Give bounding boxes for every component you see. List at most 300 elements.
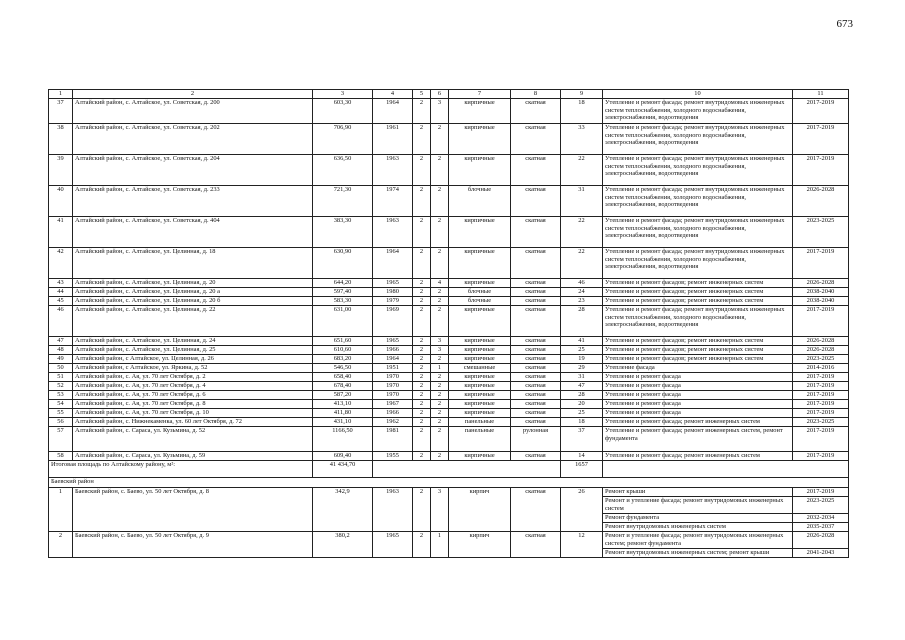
residents-cell: 24 [561,287,603,296]
area-cell: 631,00 [313,305,373,336]
area-cell: 644,20 [313,278,373,287]
row-number: 40 [49,185,73,216]
year-cell: 1979 [373,296,413,305]
table-row [49,154,849,185]
period-cell: 2017-2019 [793,451,849,460]
row-number: 48 [49,345,73,354]
residents-cell: 26 [561,487,603,531]
period-cell: 2017-2019 [793,247,849,278]
roof-type-cell: скатная [511,451,561,460]
period-cell: 2017-2019 [793,98,849,123]
wall-material-cell: смешанные [449,363,511,372]
entrances-cell: 2 [431,287,449,296]
year-cell: 1962 [373,417,413,426]
row-number: 53 [49,390,73,399]
address-cell: Алтайский район, с. Ая, ул. 70 лет Октября, д. 10 [73,408,313,417]
year-cell: 1974 [373,185,413,216]
area-cell: 342,9 [313,487,373,531]
work-type-cell: Ремонт внутридомовых инженерных систем; ремонт крыши [603,548,793,557]
residents-cell: 28 [561,390,603,399]
wall-material-cell: панельные [449,426,511,451]
period-cell: 2017-2019 [793,426,849,451]
work-type-cell: Утепление и ремонт фасада; ремонт внутридомовых инженерных систем теплоснабжения, холодного водоснабжения, электроснабжения, водоотведения [603,154,793,185]
period-cell: 2023-2025 [793,216,849,247]
floors-cell: 2 [413,98,431,123]
row-number: 56 [49,417,73,426]
wall-material-cell: блочные [449,185,511,216]
residents-cell: 41 [561,336,603,345]
residents-cell: 18 [561,417,603,426]
entrances-cell: 3 [431,336,449,345]
year-cell: 1955 [373,451,413,460]
address-cell: Алтайский район, с. Алтайское, ул. Советская, д. 404 [73,216,313,247]
period-cell: 2017-2019 [793,399,849,408]
period-cell: 2026-2028 [793,336,849,345]
area-cell: 706,90 [313,123,373,154]
residents-cell: 20 [561,399,603,408]
entrances-cell: 2 [431,123,449,154]
period-cell: 2026-2028 [793,345,849,354]
wall-material-cell: панельные [449,417,511,426]
row-number: 41 [49,216,73,247]
work-type-cell: Утепление и ремонт фасадов; ремонт инженерных систем [603,345,793,354]
address-cell: Алтайский район, с. Ая, ул. 70 лет Октября, д. 2 [73,372,313,381]
table-row [49,305,849,336]
period-cell: 2026-2028 [793,185,849,216]
roof-type-cell: скатная [511,336,561,345]
roof-type-cell: скатная [511,381,561,390]
area-cell: 380,2 [313,531,373,557]
year-cell: 1965 [373,336,413,345]
column-number-cell: 7 [449,90,511,99]
address-cell: Алтайский район, с. Нижнекаменка, ул. 60 лет Октября, д. 72 [73,417,313,426]
residents-cell: 31 [561,185,603,216]
area-cell: 603,30 [313,98,373,123]
roof-type-cell: скатная [511,390,561,399]
entrances-cell: 2 [431,305,449,336]
wall-material-cell: кирпичные [449,154,511,185]
wall-material-cell: блочные [449,287,511,296]
entrances-cell: 2 [431,154,449,185]
column-number-cell: 8 [511,90,561,99]
total-residents: 1657 [561,460,603,477]
period-cell: 2023-2025 [793,496,849,513]
period-cell: 2038-2040 [793,287,849,296]
floors-cell: 2 [413,345,431,354]
year-cell: 1970 [373,372,413,381]
period-cell: 2017-2019 [793,372,849,381]
floors-cell: 2 [413,426,431,451]
residents-cell: 23 [561,296,603,305]
floors-cell: 2 [413,278,431,287]
wall-material-cell: кирпичные [449,399,511,408]
work-type-cell: Ремонт внутридомовых инженерных систем [603,522,793,531]
year-cell: 1963 [373,487,413,531]
empty-cell [373,460,561,477]
roof-type-cell: скатная [511,247,561,278]
area-cell: 630,90 [313,247,373,278]
period-cell: 2041-2043 [793,548,849,557]
roof-type-cell: скатная [511,185,561,216]
roof-type-cell: скатная [511,278,561,287]
floors-cell: 2 [413,216,431,247]
entrances-cell: 2 [431,216,449,247]
residents-cell: 22 [561,247,603,278]
wall-material-cell: кирпичные [449,345,511,354]
address-cell: Алтайский район, с. Ая, ул. 70 лет Октября, д. 8 [73,399,313,408]
residents-cell: 25 [561,345,603,354]
work-type-cell: Утепление и ремонт фасадов; ремонт инженерных систем [603,336,793,345]
housing-repair-table [48,89,849,558]
entrances-cell: 3 [431,487,449,531]
area-cell: 609,40 [313,451,373,460]
floors-cell: 2 [413,531,431,557]
year-cell: 1966 [373,345,413,354]
work-type-cell: Утепление и ремонт фасада; ремонт внутридомовых инженерных систем теплоснабжения, холодного водоснабжения, электроснабжения, водоотведения [603,185,793,216]
wall-material-cell: блочные [449,296,511,305]
address-cell: Алтайский район, с. Ая, ул. 70 лет Октября, д. 6 [73,390,313,399]
year-cell: 1967 [373,399,413,408]
wall-material-cell: кирпич [449,487,511,531]
floors-cell: 2 [413,354,431,363]
row-number: 37 [49,98,73,123]
row-number: 42 [49,247,73,278]
period-cell: 2017-2019 [793,487,849,496]
row-number: 47 [49,336,73,345]
table-row [49,417,849,426]
area-cell: 658,40 [313,372,373,381]
address-cell: Алтайский район, с Алтайское, ул. Целинная, д. 26 [73,354,313,363]
wall-material-cell: кирпичные [449,278,511,287]
floors-cell: 2 [413,417,431,426]
period-cell: 2023-2025 [793,354,849,363]
table-row [49,247,849,278]
address-cell: Алтайский район, с. Сараса, ул. Кузьмина, д. 52 [73,426,313,451]
floors-cell: 2 [413,247,431,278]
entrances-cell: 2 [431,390,449,399]
entrances-cell: 2 [431,354,449,363]
area-cell: 636,50 [313,154,373,185]
entrances-cell: 4 [431,278,449,287]
table-row [49,98,849,123]
entrances-cell: 3 [431,345,449,354]
row-number: 45 [49,296,73,305]
address-cell: Алтайский район, с. Алтайское, ул. Советская, д. 233 [73,185,313,216]
floors-cell: 2 [413,305,431,336]
roof-type-cell: скатная [511,216,561,247]
residents-cell: 46 [561,278,603,287]
floors-cell: 2 [413,487,431,531]
work-type-cell: Утепление и ремонт фасада; ремонт инженерных систем, ремонт фундамента [603,426,793,451]
residents-cell: 31 [561,372,603,381]
entrances-cell: 1 [431,363,449,372]
year-cell: 1965 [373,531,413,557]
row-number: 2 [49,531,73,557]
table-row [49,278,849,287]
area-cell: 651,60 [313,336,373,345]
column-number-cell: 9 [561,90,603,99]
row-number: 54 [49,399,73,408]
address-cell: Алтайский район, с. Сараса, ул. Кузьмина, д. 59 [73,451,313,460]
address-cell: Алтайский район, с. Ая, ул. 70 лет Октября, д. 4 [73,381,313,390]
column-number-cell: 3 [313,90,373,99]
address-cell: Алтайский район, с. Алтайское, ул. Целинная, д. 18 [73,247,313,278]
roof-type-cell: скатная [511,531,561,557]
roof-type-cell: скатная [511,98,561,123]
roof-type-cell: скатная [511,372,561,381]
area-cell: 413,10 [313,399,373,408]
empty-cell [603,460,849,477]
floors-cell: 2 [413,287,431,296]
total-area: 41 434,70 [313,460,373,477]
year-cell: 1963 [373,216,413,247]
period-cell: 2023-2025 [793,417,849,426]
address-cell: Алтайский район, с. Алтайское, ул. Целинная, д. 22 [73,305,313,336]
roof-type-cell: скатная [511,296,561,305]
area-cell: 546,50 [313,363,373,372]
column-number-cell: 5 [413,90,431,99]
total-label: Итоговая площадь по Алтайскому району, м²: [49,460,313,477]
wall-material-cell: кирпичные [449,98,511,123]
entrances-cell: 2 [431,381,449,390]
year-cell: 1970 [373,390,413,399]
table-row [49,487,849,496]
area-cell: 1166,50 [313,426,373,451]
address-cell: Алтайский район, с. Алтайское, ул. Целинная, д. 24 [73,336,313,345]
wall-material-cell: кирпичные [449,354,511,363]
address-cell: Алтайский район, с. Алтайское, ул. Целинная, д. 20 б [73,296,313,305]
row-number: 46 [49,305,73,336]
period-cell: 2026-2028 [793,278,849,287]
table-row [49,336,849,345]
entrances-cell: 2 [431,399,449,408]
period-cell: 2017-2019 [793,390,849,399]
roof-type-cell: скатная [511,123,561,154]
entrances-cell: 2 [431,417,449,426]
page-number: 673 [836,18,853,30]
residents-cell: 28 [561,305,603,336]
table-row [49,354,849,363]
roof-type-cell: скатная [511,154,561,185]
work-type-cell: Утепление и ремонт фасада; ремонт внутридомовых инженерных систем теплоснабжения, холодного водоснабжения, электроснабжения, водоотведения [603,247,793,278]
work-type-cell: Утепление и ремонт фасада [603,381,793,390]
address-cell: Алтайский район, с. Алтайское, ул. Советская, д. 200 [73,98,313,123]
floors-cell: 2 [413,451,431,460]
table-row [49,399,849,408]
residents-cell: 22 [561,154,603,185]
row-number: 39 [49,154,73,185]
area-cell: 721,30 [313,185,373,216]
roof-type-cell: скатная [511,287,561,296]
wall-material-cell: кирпич [449,531,511,557]
floors-cell: 2 [413,296,431,305]
row-number: 58 [49,451,73,460]
address-cell: Алтайский район, с. Алтайское, ул. Советская, д. 202 [73,123,313,154]
work-type-cell: Ремонт и утепление фасада; ремонт внутридомовых инженерных систем; ремонт фундамента [603,531,793,548]
work-type-cell: Ремонт фундамента [603,513,793,522]
period-cell: 2032-2034 [793,513,849,522]
work-type-cell: Утепление и ремонт фасада [603,399,793,408]
work-type-cell: Утепление и ремонт фасада; ремонт внутридомовых инженерных систем теплоснабжения, холодного водоснабжения, электроснабжения, водоотведения [603,123,793,154]
roof-type-cell: рулонная [511,426,561,451]
year-cell: 1969 [373,305,413,336]
wall-material-cell: кирпичные [449,123,511,154]
table-row [49,123,849,154]
work-type-cell: Утепление и ремонт фасада [603,408,793,417]
residents-cell: 37 [561,426,603,451]
floors-cell: 2 [413,185,431,216]
work-type-cell: Утепление и ремонт фасада; ремонт внутридомовых инженерных систем теплоснабжения, холодного водоснабжения, электроснабжения, водоотведения [603,216,793,247]
roof-type-cell: скатная [511,363,561,372]
period-cell: 2038-2040 [793,296,849,305]
row-number: 52 [49,381,73,390]
year-cell: 1963 [373,154,413,185]
table-row [49,390,849,399]
column-number-cell: 2 [73,90,313,99]
area-cell: 431,10 [313,417,373,426]
wall-material-cell: кирпичные [449,216,511,247]
roof-type-cell: скатная [511,345,561,354]
roof-type-cell: скатная [511,354,561,363]
entrances-cell: 2 [431,451,449,460]
residents-cell: 18 [561,98,603,123]
year-cell: 1964 [373,354,413,363]
roof-type-cell: скатная [511,399,561,408]
wall-material-cell: кирпичные [449,390,511,399]
work-type-cell: Утепление и ремонт фасада; ремонт инженерных систем [603,417,793,426]
wall-material-cell: кирпичные [449,381,511,390]
table-row [49,363,849,372]
year-cell: 1964 [373,98,413,123]
residents-cell: 12 [561,531,603,557]
period-cell: 2014-2016 [793,363,849,372]
column-number-cell: 11 [793,90,849,99]
row-number: 50 [49,363,73,372]
period-cell: 2017-2019 [793,305,849,336]
table-row [49,216,849,247]
table-row [49,451,849,460]
column-number-cell: 4 [373,90,413,99]
residents-cell: 33 [561,123,603,154]
year-cell: 1981 [373,426,413,451]
entrances-cell: 1 [431,531,449,557]
work-type-cell: Утепление и ремонт фасадов; ремонт инженерных систем [603,287,793,296]
table-row [49,381,849,390]
table-row [49,408,849,417]
table-row [49,287,849,296]
floors-cell: 2 [413,399,431,408]
row-number: 55 [49,408,73,417]
column-number-cell: 6 [431,90,449,99]
year-cell: 1965 [373,278,413,287]
work-type-cell: Утепление фасада [603,363,793,372]
residents-cell: 29 [561,363,603,372]
table-row [49,372,849,381]
table-row [49,296,849,305]
area-cell: 587,20 [313,390,373,399]
residents-cell: 19 [561,354,603,363]
entrances-cell: 2 [431,247,449,278]
work-type-cell: Утепление и ремонт фасада; ремонт инженерных систем [603,451,793,460]
wall-material-cell: кирпичные [449,408,511,417]
row-number: 49 [49,354,73,363]
wall-material-cell: кирпичные [449,247,511,278]
table-row [49,426,849,451]
residents-cell: 47 [561,381,603,390]
year-cell: 1970 [373,381,413,390]
row-number: 51 [49,372,73,381]
floors-cell: 2 [413,372,431,381]
address-cell: Алтайский район, с. Алтайское, ул. Целинная, д. 20 [73,278,313,287]
wall-material-cell: кирпичные [449,372,511,381]
period-cell: 2017-2019 [793,154,849,185]
row-number: 44 [49,287,73,296]
area-cell: 610,60 [313,345,373,354]
year-cell: 1966 [373,408,413,417]
residents-cell: 22 [561,216,603,247]
table-row [49,345,849,354]
work-type-cell: Утепление и ремонт фасада [603,372,793,381]
wall-material-cell: кирпичные [449,336,511,345]
entrances-cell: 3 [431,98,449,123]
address-cell: Алтайский район, с. Алтайское, ул. Целинная, д. 20 а [73,287,313,296]
work-type-cell: Утепление и ремонт фасадов; ремонт инженерных систем [603,278,793,287]
wall-material-cell: кирпичные [449,451,511,460]
work-type-cell: Ремонт и утепление фасада; ремонт внутридомовых инженерных систем [603,496,793,513]
total-row [49,460,849,477]
column-number-cell: 1 [49,90,73,99]
section-row [49,477,849,487]
column-number-row [49,90,849,99]
floors-cell: 2 [413,408,431,417]
year-cell: 1951 [373,363,413,372]
address-cell: Алтайский район, с Алтайское, ул. Яркина, д. 52 [73,363,313,372]
area-cell: 583,30 [313,296,373,305]
row-number: 43 [49,278,73,287]
roof-type-cell: скатная [511,487,561,531]
roof-type-cell: скатная [511,305,561,336]
floors-cell: 2 [413,154,431,185]
section-title: Баевский район [49,477,849,487]
year-cell: 1961 [373,123,413,154]
floors-cell: 2 [413,381,431,390]
entrances-cell: 2 [431,372,449,381]
residents-cell: 25 [561,408,603,417]
area-cell: 683,20 [313,354,373,363]
work-type-cell: Ремонт крыши [603,487,793,496]
floors-cell: 2 [413,390,431,399]
address-cell: Баевский район, с. Баево, ул. 50 лет Октября, д. 8 [73,487,313,531]
period-cell: 2017-2019 [793,381,849,390]
residents-cell: 14 [561,451,603,460]
area-cell: 597,40 [313,287,373,296]
table-row [49,185,849,216]
roof-type-cell: скатная [511,417,561,426]
floors-cell: 2 [413,363,431,372]
entrances-cell: 2 [431,408,449,417]
address-cell: Алтайский район, с. Алтайское, ул. Советская, д. 204 [73,154,313,185]
address-cell: Алтайский район, с. Алтайское, ул. Целинная, д. 25 [73,345,313,354]
work-type-cell: Утепление и ремонт фасадов; ремонт инженерных систем [603,296,793,305]
row-number: 1 [49,487,73,531]
work-type-cell: Утепление и ремонт фасадов; ремонт инженерных систем [603,354,793,363]
floors-cell: 2 [413,123,431,154]
floors-cell: 2 [413,336,431,345]
year-cell: 1980 [373,287,413,296]
area-cell: 678,40 [313,381,373,390]
work-type-cell: Утепление и ремонт фасада; ремонт внутридомовых инженерных систем теплоснабжения, холодного водоснабжения, электроснабжения, водоотведения [603,98,793,123]
column-number-cell: 10 [603,90,793,99]
